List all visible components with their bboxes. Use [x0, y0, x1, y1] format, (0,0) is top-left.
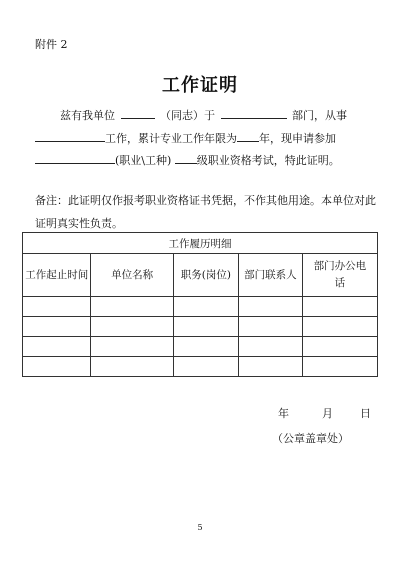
- body-line-2: [35, 129, 336, 146]
- seal-placeholder: （公章盖章处）: [272, 432, 349, 445]
- table-cell: [302, 317, 377, 337]
- body-text: （同志）于: [160, 109, 215, 122]
- column-header-employer: 单位名称: [91, 254, 173, 297]
- table-cell: [173, 317, 238, 337]
- body-text: 年，现申请参加: [259, 132, 336, 145]
- work-history-table: [22, 232, 378, 377]
- table-cell: [23, 317, 91, 337]
- table-cell: [238, 357, 302, 377]
- page-number: 5: [197, 523, 203, 532]
- body-line-3: [35, 151, 340, 168]
- attachment-label: 附件 2: [35, 38, 68, 51]
- day-label: 日: [360, 407, 371, 420]
- body-text: 级职业资格考试，特此证明。: [196, 154, 340, 167]
- table-caption: 工作履历明细: [23, 233, 378, 254]
- table-cell: [302, 297, 377, 317]
- table-row: [23, 357, 378, 377]
- column-header-phone: 部门办公电话: [302, 254, 377, 297]
- table-cell: [23, 357, 91, 377]
- table-cell: [23, 337, 91, 357]
- year-label: 年: [278, 407, 289, 420]
- remark-note: 备注：此证明仅作报考职业资格证书凭据，不作其他用途。本单位对此证明真实性负责。: [35, 194, 376, 230]
- table-cell: [91, 317, 173, 337]
- table-cell: [173, 297, 238, 317]
- column-header-period: 工作起止时间: [23, 254, 91, 297]
- work-type-blank: [35, 129, 105, 142]
- body-text: 兹有我单位: [60, 109, 115, 122]
- table-cell: [238, 297, 302, 317]
- table-cell: [91, 357, 173, 377]
- table-cell: [302, 357, 377, 377]
- table-cell: [238, 337, 302, 357]
- years-blank: [237, 129, 259, 142]
- body-line-1: [60, 106, 347, 123]
- table-cell: [302, 337, 377, 357]
- table-row: [23, 297, 378, 317]
- name-blank: [121, 106, 155, 119]
- department-blank: [221, 106, 287, 119]
- table-cell: [173, 357, 238, 377]
- date-line: [278, 405, 371, 421]
- occupation-blank: [35, 151, 115, 164]
- column-header-position: 职务(岗位): [173, 254, 238, 297]
- level-blank: [175, 151, 197, 164]
- table-cell: [23, 297, 91, 317]
- table-row: [23, 317, 378, 337]
- table-cell: [91, 297, 173, 317]
- body-text: (职业\工种): [115, 154, 172, 167]
- body-text: 工作，累计专业工作年限为: [105, 132, 237, 145]
- table-cell: [238, 317, 302, 337]
- month-label: 月: [322, 407, 333, 420]
- column-header-contact: 部门联系人: [238, 254, 302, 297]
- table-row: [23, 337, 378, 357]
- body-text: 部门，从事: [292, 109, 347, 122]
- document-title: 工作证明: [162, 75, 238, 96]
- table-cell: [91, 337, 173, 357]
- table-cell: [173, 337, 238, 357]
